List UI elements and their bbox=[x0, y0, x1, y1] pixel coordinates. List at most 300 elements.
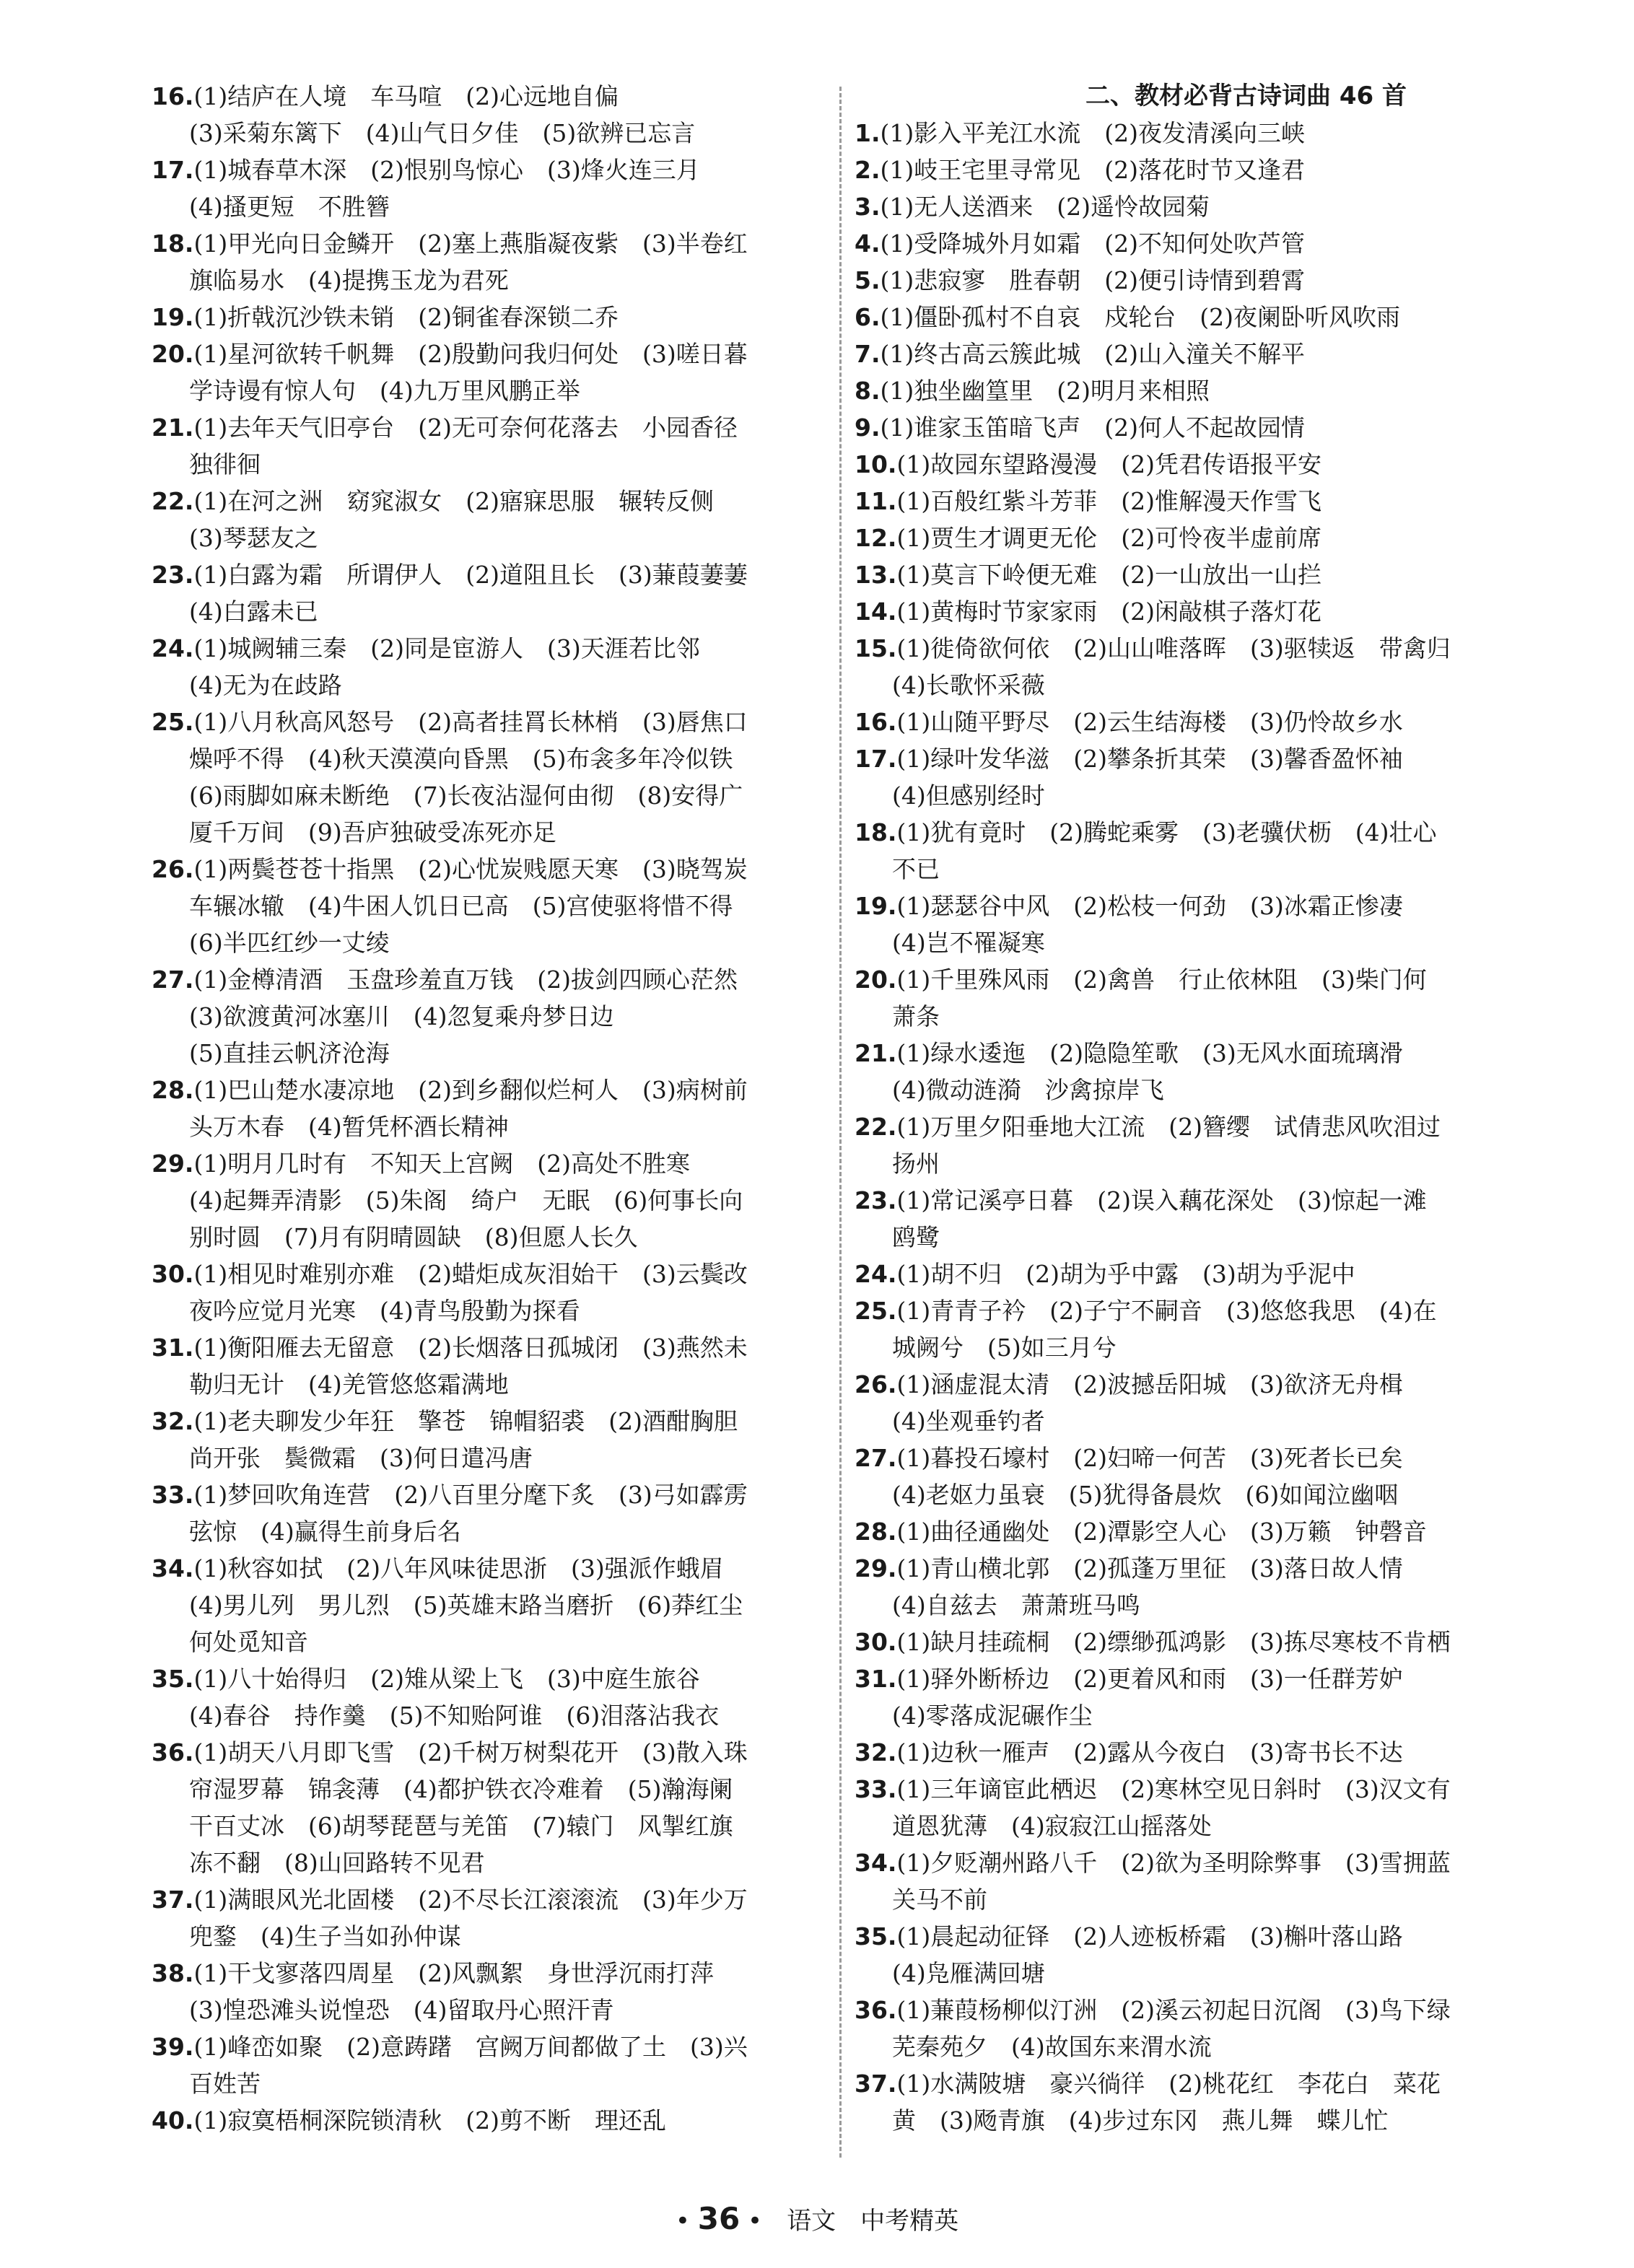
entry-line bbox=[855, 409, 1551, 446]
answer-entry bbox=[152, 152, 841, 225]
answer-entry bbox=[855, 1550, 1551, 1624]
entry-line: 鸥鹭 bbox=[892, 1223, 940, 1251]
page-footer: • 36 • 语文 中考精英 bbox=[675, 2201, 959, 2236]
entry-text: (1)白露为霜 所谓伊人 (2)道阻且长 (3)蒹葭萋萋 bbox=[193, 561, 748, 589]
entry-line: (6)雨脚如麻未断绝 (7)长夜沾湿何由彻 (8)安得广 bbox=[189, 781, 743, 810]
entry-line bbox=[152, 2102, 841, 2139]
entry-number: 35. bbox=[152, 1665, 194, 1693]
answer-entry bbox=[855, 1992, 1551, 2065]
entry-number: 33. bbox=[855, 1775, 897, 1803]
entry-line bbox=[855, 1513, 1551, 1550]
entry-text: (1)缺月挂疏桐 (2)缥缈孤鸿影 (3)拣尽寒枝不肯栖 bbox=[896, 1628, 1451, 1656]
entry-line: 帘湿罗幕 锦衾薄 (4)都护铁衣冷难着 (5)瀚海阑 bbox=[189, 1775, 733, 1803]
entry-line bbox=[855, 1918, 1551, 1955]
answer-entry bbox=[152, 78, 841, 152]
entry-text: (1)八十始得归 (2)雉从梁上飞 (3)中庭生旅谷 bbox=[193, 1665, 700, 1693]
entry-number: 3. bbox=[855, 193, 881, 221]
entry-line: 夜吟应觉月光寒 (4)青鸟殷勤为探看 bbox=[189, 1297, 580, 1325]
entry-number: 26. bbox=[152, 855, 194, 883]
answer-entry bbox=[855, 740, 1551, 814]
entry-number: 29. bbox=[152, 1150, 194, 1178]
left-column bbox=[152, 78, 841, 2139]
right-column bbox=[855, 78, 1551, 2139]
entry-text: (1)终古高云簇此城 (2)山入潼关不解平 bbox=[880, 340, 1305, 368]
answer-entry bbox=[855, 446, 1551, 483]
entry-line: 黄 (3)飏青旗 (4)步过东冈 燕儿舞 蝶儿忙 bbox=[892, 2106, 1389, 2135]
entry-line: 弦惊 (4)赢得生前身后名 bbox=[189, 1518, 461, 1546]
answer-entry bbox=[855, 2065, 1551, 2139]
entry-line bbox=[855, 740, 1551, 777]
entry-line: (4)零落成泥碾作尘 bbox=[892, 1702, 1093, 1730]
answer-entry bbox=[152, 409, 841, 483]
entry-line bbox=[855, 1182, 1551, 1219]
entry-line bbox=[855, 336, 1551, 372]
entry-number: 5. bbox=[855, 266, 881, 294]
answer-entry bbox=[855, 814, 1551, 888]
entry-line bbox=[855, 520, 1551, 556]
entry-line bbox=[152, 704, 841, 740]
entry-line bbox=[855, 1624, 1551, 1660]
entry-text: (1)甲光向日金鳞开 (2)塞上燕脂凝夜紫 (3)半卷红 bbox=[193, 229, 748, 258]
page-number: 36 bbox=[697, 2201, 740, 2236]
entry-line: (4)起舞弄清影 (5)朱阁 绮户 无眠 (6)何事长向 bbox=[189, 1186, 743, 1214]
answer-entry bbox=[152, 1660, 841, 1734]
entry-number: 37. bbox=[855, 2070, 897, 2098]
entry-number: 17. bbox=[855, 745, 897, 773]
entry-line: (4)微动涟漪 沙禽掠岸飞 bbox=[892, 1076, 1164, 1104]
entry-line bbox=[855, 1108, 1551, 1145]
answer-entry bbox=[855, 225, 1551, 262]
entry-text: (1)明月几时有 不知天上宫阙 (2)高处不胜寒 bbox=[193, 1150, 690, 1178]
entry-line: 百姓苦 bbox=[189, 2070, 261, 2098]
answer-entry bbox=[855, 1844, 1551, 1918]
answer-entry bbox=[152, 1550, 841, 1660]
answer-entry bbox=[152, 483, 841, 556]
entry-line bbox=[152, 1476, 841, 1513]
entry-text: (1)常记溪亭日暮 (2)误入藕花深处 (3)惊起一滩 bbox=[896, 1186, 1427, 1214]
entry-number: 21. bbox=[855, 1039, 897, 1067]
entry-line bbox=[855, 556, 1551, 593]
entry-line bbox=[152, 1403, 841, 1440]
entry-number: 11. bbox=[855, 487, 897, 515]
entry-line: (4)搔更短 不胜簪 bbox=[189, 193, 390, 221]
entry-text: (1)梦回吹角连营 (2)八百里分麾下炙 (3)弓如霹雳 bbox=[193, 1481, 748, 1509]
entry-line: 城阙兮 (5)如三月兮 bbox=[892, 1334, 1117, 1362]
entry-line bbox=[855, 1734, 1551, 1771]
entry-text: (1)在河之洲 窈窕淑女 (2)寤寐思服 辗转反侧 bbox=[193, 487, 714, 515]
answer-entry bbox=[855, 1660, 1551, 1734]
entry-number: 16. bbox=[152, 82, 194, 110]
entry-text: (1)千里殊风雨 (2)禽兽 行止依林阻 (3)柴门何 bbox=[896, 966, 1427, 994]
entry-number: 33. bbox=[152, 1481, 194, 1509]
entry-text: (1)城阙辅三秦 (2)同是宦游人 (3)天涯若比邻 bbox=[193, 634, 700, 662]
entry-number: 30. bbox=[855, 1628, 897, 1656]
answer-entry bbox=[855, 704, 1551, 740]
answer-entry bbox=[855, 520, 1551, 556]
answer-entry bbox=[855, 299, 1551, 336]
entry-line: (4)无为在歧路 bbox=[189, 671, 342, 699]
entry-text: (1)干戈寥落四周星 (2)风飘絮 身世浮沉雨打萍 bbox=[193, 1959, 714, 1987]
entry-text: (1)瑟瑟谷中风 (2)松枝一何劲 (3)冰霜正惨凄 bbox=[896, 892, 1403, 920]
entry-text: (1)秋容如拭 (2)八年风味徒思浙 (3)强派作蛾眉 bbox=[193, 1554, 724, 1582]
answer-entry bbox=[152, 1476, 841, 1550]
entry-line bbox=[152, 556, 841, 593]
entry-line: (6)半匹红纱一丈绫 bbox=[189, 929, 390, 957]
entry-text: (1)受降城外月如霜 (2)不知何处吹芦管 bbox=[880, 229, 1305, 258]
entry-text: (1)暮投石壕村 (2)妇啼一何苦 (3)死者长已矣 bbox=[896, 1444, 1403, 1472]
entry-text: (1)满眼风光北固楼 (2)不尽长江滚滚流 (3)年少万 bbox=[193, 1886, 748, 1914]
entry-number: 15. bbox=[855, 634, 897, 662]
entry-number: 40. bbox=[152, 2106, 194, 2135]
footer-subject: 语文 bbox=[787, 2207, 836, 2236]
entry-number: 19. bbox=[855, 892, 897, 920]
entry-text: (1)万里夕阳垂地大江流 (2)簪缨 试倩悲风吹泪过 bbox=[896, 1113, 1441, 1141]
entry-number: 34. bbox=[152, 1554, 194, 1582]
entry-text: (1)结庐在人境 车马喧 (2)心远地自偏 bbox=[193, 82, 619, 110]
entry-text: (1)犹有竟时 (2)腾蛇乘雾 (3)老骥伏枥 (4)壮心 bbox=[896, 818, 1437, 846]
entry-line: (4)自兹去 萧萧班马鸣 bbox=[892, 1591, 1140, 1619]
entry-text: (1)黄梅时节家家雨 (2)闲敲棋子落灯花 bbox=[896, 597, 1321, 626]
entry-number: 28. bbox=[152, 1076, 194, 1104]
entry-text: (1)边秋一雁声 (2)露从今夜白 (3)寄书长不达 bbox=[896, 1738, 1403, 1766]
entry-line: (4)坐观垂钓者 bbox=[892, 1407, 1045, 1435]
entry-line: (4)男儿列 男儿烈 (5)英雄末路当磨折 (6)莽红尘 bbox=[189, 1591, 743, 1619]
entry-line bbox=[855, 2065, 1551, 2102]
column-divider bbox=[839, 87, 842, 2158]
entry-number: 28. bbox=[855, 1518, 897, 1546]
entry-text: (1)去年天气旧亭台 (2)无可奈何花落去 小园香径 bbox=[193, 413, 738, 442]
entry-line bbox=[855, 1366, 1551, 1403]
answer-entry bbox=[152, 2028, 841, 2102]
entry-line: (5)直挂云帆济沧海 bbox=[189, 1039, 390, 1067]
entry-line bbox=[855, 299, 1551, 336]
entry-text: (1)八月秋高风怒号 (2)高者挂罥长林梢 (3)唇焦口 bbox=[193, 708, 748, 736]
entry-text: (1)绿水逶迤 (2)隐隐笙歌 (3)无风水面琉璃滑 bbox=[896, 1039, 1403, 1067]
answer-entry bbox=[855, 1734, 1551, 1771]
entry-line bbox=[855, 593, 1551, 630]
entry-text: (1)寂寞梧桐深院锁清秋 (2)剪不断 理还乱 bbox=[193, 2106, 666, 2135]
footer-book: 中考精英 bbox=[860, 2207, 959, 2236]
answer-entry bbox=[152, 704, 841, 851]
entry-line bbox=[855, 704, 1551, 740]
entry-line: 道恩犹薄 (4)寂寂江山摇落处 bbox=[892, 1812, 1212, 1840]
answer-entry bbox=[855, 556, 1551, 593]
entry-number: 24. bbox=[855, 1260, 897, 1288]
answer-entry bbox=[855, 1182, 1551, 1256]
entry-line: 兜鍪 (4)生子当如孙仲谋 bbox=[189, 1922, 461, 1950]
entry-text: (1)水满陂塘 豪兴徜徉 (2)桃花红 李花白 菜花 bbox=[896, 2070, 1441, 2098]
entry-line bbox=[855, 225, 1551, 262]
answer-entry bbox=[855, 1108, 1551, 1182]
entry-line bbox=[855, 961, 1551, 998]
entry-number: 2. bbox=[855, 156, 881, 184]
entry-line bbox=[152, 1881, 841, 1918]
entry-line bbox=[152, 152, 841, 188]
answer-entry bbox=[855, 372, 1551, 409]
entry-line bbox=[855, 262, 1551, 299]
answer-entry bbox=[855, 262, 1551, 299]
entry-line: 不已 bbox=[892, 855, 940, 883]
answer-entry bbox=[855, 1366, 1551, 1440]
entry-number: 31. bbox=[152, 1334, 194, 1362]
entry-number: 14. bbox=[855, 597, 897, 626]
answer-entry bbox=[855, 1918, 1551, 1992]
entry-line bbox=[152, 409, 841, 446]
entry-number: 36. bbox=[855, 1996, 897, 2024]
entry-text: (1)胡不归 (2)胡为乎中露 (3)胡为乎泥中 bbox=[896, 1260, 1355, 1288]
answer-entry bbox=[152, 556, 841, 630]
entry-line: 萧条 bbox=[892, 1002, 940, 1030]
entry-text: (1)贾生才调更无伦 (2)可怜夜半虚前席 bbox=[896, 524, 1321, 552]
answer-entry bbox=[152, 630, 841, 704]
answer-entry bbox=[855, 1771, 1551, 1844]
entry-line bbox=[855, 888, 1551, 924]
entry-number: 23. bbox=[152, 561, 194, 589]
entry-number: 12. bbox=[855, 524, 897, 552]
entry-line: 学诗谩有惊人句 (4)九万里风鹏正举 bbox=[189, 377, 580, 405]
answer-entry bbox=[855, 409, 1551, 446]
entry-number: 36. bbox=[152, 1738, 194, 1766]
entry-number: 16. bbox=[855, 708, 897, 736]
entry-line bbox=[152, 1329, 841, 1366]
entry-number: 25. bbox=[152, 708, 194, 736]
answer-entry bbox=[855, 483, 1551, 520]
entry-number: 22. bbox=[152, 487, 194, 515]
entry-line bbox=[152, 1734, 841, 1771]
entry-line: 车辗冰辙 (4)牛困人饥日已高 (5)宫使驱将惜不得 bbox=[189, 892, 733, 920]
entry-line: 干百丈冰 (6)胡琴琵琶与羌笛 (7)辕门 风掣红旗 bbox=[189, 1812, 733, 1840]
entry-number: 38. bbox=[152, 1959, 194, 1987]
answer-entry bbox=[152, 2102, 841, 2139]
answer-entry bbox=[855, 888, 1551, 961]
entry-line bbox=[855, 1771, 1551, 1808]
entry-line bbox=[855, 115, 1551, 152]
entry-text: (1)青青子衿 (2)子宁不嗣音 (3)悠悠我思 (4)在 bbox=[896, 1297, 1437, 1325]
entry-text: (1)百般红紫斗芳菲 (2)惟解漫天作雪飞 bbox=[896, 487, 1321, 515]
answer-entry bbox=[855, 961, 1551, 1035]
entry-number: 4. bbox=[855, 229, 881, 258]
entry-line bbox=[152, 1145, 841, 1182]
entry-text: (1)衡阳雁去无留意 (2)长烟落日孤城闭 (3)燕然未 bbox=[193, 1334, 748, 1362]
entry-text: (1)三年谪宦此栖迟 (2)寒林空见日斜时 (3)汉文有 bbox=[896, 1775, 1451, 1803]
entry-line bbox=[855, 1256, 1551, 1292]
entry-line: 关马不前 bbox=[892, 1886, 987, 1914]
entry-line: (4)但感别经时 bbox=[892, 781, 1045, 810]
answer-entry bbox=[855, 1256, 1551, 1292]
entry-number: 7. bbox=[855, 340, 881, 368]
answer-entry bbox=[152, 851, 841, 961]
answer-entry bbox=[152, 1145, 841, 1256]
answer-entry bbox=[152, 961, 841, 1072]
entry-line: 燥呼不得 (4)秋天漠漠向昏黑 (5)布衾多年冷似铁 bbox=[189, 745, 733, 773]
entry-number: 27. bbox=[152, 966, 194, 994]
entry-line bbox=[855, 814, 1551, 851]
entry-number: 13. bbox=[855, 561, 897, 589]
entry-number: 20. bbox=[152, 340, 194, 368]
entry-line: (3)欲渡黄河冰塞川 (4)忽复乘舟梦日边 bbox=[189, 1002, 614, 1030]
entry-line bbox=[152, 299, 841, 336]
entry-number: 27. bbox=[855, 1444, 897, 1472]
entry-line: 芜秦苑夕 (4)故国东来渭水流 bbox=[892, 2033, 1212, 2061]
entry-line bbox=[855, 188, 1551, 225]
answer-entry bbox=[855, 1035, 1551, 1108]
entry-line bbox=[152, 1550, 841, 1587]
entry-number: 26. bbox=[855, 1370, 897, 1398]
entry-line bbox=[152, 225, 841, 262]
entry-text: (1)岐王宅里寻常见 (2)落花时节又逢君 bbox=[880, 156, 1305, 184]
entry-number: 9. bbox=[855, 413, 881, 442]
answer-entry bbox=[855, 1513, 1551, 1550]
answer-entry bbox=[855, 152, 1551, 188]
entry-line bbox=[855, 1844, 1551, 1881]
entry-text: (1)僵卧孤村不自哀 戍轮台 (2)夜阑卧听风吹雨 bbox=[880, 303, 1400, 331]
entry-number: 18. bbox=[152, 229, 194, 258]
entry-text: (1)巴山楚水凄凉地 (2)到乡翻似烂柯人 (3)病树前 bbox=[193, 1076, 748, 1104]
entry-line bbox=[855, 1660, 1551, 1697]
entry-line: 扬州 bbox=[892, 1150, 940, 1178]
entry-text: (1)胡天八月即飞雪 (2)千树万树梨花开 (3)散入珠 bbox=[193, 1738, 748, 1766]
entry-line: 独徘徊 bbox=[189, 450, 261, 478]
entry-line bbox=[855, 1550, 1551, 1587]
entry-text: (1)金樽清酒 玉盘珍羞直万钱 (2)拔剑四顾心茫然 bbox=[193, 966, 738, 994]
entry-line: (4)长歌怀采薇 bbox=[892, 671, 1045, 699]
answer-entry bbox=[152, 336, 841, 409]
entry-line: 冻不翻 (8)山回路转不见君 bbox=[189, 1849, 485, 1877]
entry-line bbox=[152, 78, 841, 115]
entry-number: 1. bbox=[855, 119, 881, 147]
entry-text: (1)无人送酒来 (2)遥怜故园菊 bbox=[880, 193, 1210, 221]
entry-line bbox=[152, 336, 841, 372]
entry-line: (4)凫雁满回塘 bbox=[892, 1959, 1045, 1987]
answer-entry bbox=[152, 299, 841, 336]
entry-line bbox=[855, 630, 1551, 667]
entry-line bbox=[152, 1072, 841, 1108]
entry-text: (1)悲寂寥 胜春朝 (2)便引诗情到碧霄 bbox=[880, 266, 1305, 294]
answer-entry bbox=[152, 1881, 841, 1955]
answer-entry bbox=[152, 1403, 841, 1476]
entry-text: (1)两鬓苍苍十指黑 (2)心忧炭贱愿天寒 (3)晓驾炭 bbox=[193, 855, 748, 883]
entry-line bbox=[152, 1955, 841, 1992]
entry-text: (1)城春草木深 (2)恨别鸟惊心 (3)烽火连三月 bbox=[193, 156, 700, 184]
entry-number: 8. bbox=[855, 377, 881, 405]
entry-number: 32. bbox=[152, 1407, 194, 1435]
entry-line: (3)采菊东篱下 (4)山气日夕佳 (5)欲辨已忘言 bbox=[189, 119, 696, 147]
entry-line: 何处觅知音 bbox=[189, 1628, 308, 1656]
entry-line bbox=[152, 1256, 841, 1292]
entry-line: 勒归无计 (4)羌管悠悠霜满地 bbox=[189, 1370, 509, 1398]
entry-text: (1)晨起动征铎 (2)人迹板桥霜 (3)槲叶落山路 bbox=[896, 1922, 1403, 1950]
entry-line bbox=[855, 1440, 1551, 1476]
entry-line: 别时圆 (7)月有阴晴圆缺 (8)但愿人长久 bbox=[189, 1223, 638, 1251]
answer-entry bbox=[152, 1734, 841, 1881]
entry-line bbox=[152, 630, 841, 667]
entry-line: (4)白露未已 bbox=[189, 597, 318, 626]
answer-entry bbox=[152, 1072, 841, 1145]
entry-text: (1)独坐幽篁里 (2)明月来相照 bbox=[880, 377, 1210, 405]
answer-entry bbox=[855, 1624, 1551, 1660]
answer-entry bbox=[855, 336, 1551, 372]
entry-line bbox=[152, 851, 841, 888]
entry-number: 29. bbox=[855, 1554, 897, 1582]
entry-line bbox=[855, 372, 1551, 409]
answer-entry bbox=[855, 115, 1551, 152]
entry-number: 32. bbox=[855, 1738, 897, 1766]
entry-text: (1)蒹葭杨柳似汀洲 (2)溪云初起日沉阁 (3)鸟下绿 bbox=[896, 1996, 1451, 2024]
entry-line: (4)老妪力虽衰 (5)犹得备晨炊 (6)如闻泣幽咽 bbox=[892, 1481, 1399, 1509]
entry-line: 旗临易水 (4)提携玉龙为君死 bbox=[189, 266, 509, 294]
entry-number: 35. bbox=[855, 1922, 897, 1950]
entry-number: 10. bbox=[855, 450, 897, 478]
entry-text: (1)故园东望路漫漫 (2)凭君传语报平安 bbox=[896, 450, 1321, 478]
entry-number: 30. bbox=[152, 1260, 194, 1288]
entry-text: (1)莫言下岭便无难 (2)一山放出一山拦 bbox=[896, 561, 1321, 589]
entry-line bbox=[855, 1992, 1551, 2028]
entry-text: (1)星河欲转千帆舞 (2)殷勤问我归何处 (3)嗟日暮 bbox=[193, 340, 748, 368]
answer-entry bbox=[152, 1329, 841, 1403]
entry-number: 23. bbox=[855, 1186, 897, 1214]
entry-text: (1)曲径通幽处 (2)潭影空人心 (3)万籁 钟磬音 bbox=[896, 1518, 1427, 1546]
entry-number: 25. bbox=[855, 1297, 897, 1325]
entry-number: 19. bbox=[152, 303, 194, 331]
entry-line bbox=[152, 2028, 841, 2065]
entry-text: (1)夕贬潮州路八千 (2)欲为圣明除弊事 (3)雪拥蓝 bbox=[896, 1849, 1451, 1877]
entry-line bbox=[855, 1292, 1551, 1329]
entry-text: (1)绿叶发华滋 (2)攀条折其荣 (3)馨香盈怀袖 bbox=[896, 745, 1403, 773]
section-title: 二、教材必背古诗词曲 46 首 bbox=[1085, 82, 1407, 110]
entry-line: (4)春谷 持作羹 (5)不知贻阿谁 (6)泪落沾我衣 bbox=[189, 1702, 720, 1730]
entry-text: (1)涵虚混太清 (2)波撼岳阳城 (3)欲济无舟楫 bbox=[896, 1370, 1403, 1398]
entry-text: (1)山随平野尽 (2)云生结海楼 (3)仍怜故乡水 bbox=[896, 708, 1403, 736]
answer-entry bbox=[855, 630, 1551, 704]
entry-text: (1)青山横北郭 (2)孤蓬万里征 (3)落日故人情 bbox=[896, 1554, 1403, 1582]
entry-text: (1)谁家玉笛暗飞声 (2)何人不起故园情 bbox=[880, 413, 1305, 442]
answer-entry bbox=[855, 188, 1551, 225]
entry-text: (1)驿外断桥边 (2)更着风和雨 (3)一任群芳妒 bbox=[896, 1665, 1403, 1693]
entry-text: (1)影入平羌江水流 (2)夜发清溪向三峡 bbox=[880, 119, 1305, 147]
entry-text: (1)相见时难别亦难 (2)蜡炬成灰泪始干 (3)云鬓改 bbox=[193, 1260, 748, 1288]
entry-line bbox=[855, 1035, 1551, 1072]
entry-line: 厦千万间 (9)吾庐独破受冻死亦足 bbox=[189, 818, 556, 846]
entry-line bbox=[855, 446, 1551, 483]
entry-number: 21. bbox=[152, 413, 194, 442]
entry-text: (1)老夫聊发少年狂 擎苍 锦帽貂裘 (2)酒酣胸胆 bbox=[193, 1407, 738, 1435]
entry-line bbox=[152, 961, 841, 998]
entry-line: (4)岂不罹凝寒 bbox=[892, 929, 1045, 957]
entry-line: (3)惶恐滩头说惶恐 (4)留取丹心照汗青 bbox=[189, 1996, 614, 2024]
entry-number: 20. bbox=[855, 966, 897, 994]
entry-number: 24. bbox=[152, 634, 194, 662]
answer-entry bbox=[855, 593, 1551, 630]
entry-line bbox=[855, 483, 1551, 520]
answer-entry bbox=[152, 1955, 841, 2028]
entry-number: 39. bbox=[152, 2033, 194, 2061]
entry-text: (1)徙倚欲何依 (2)山山唯落晖 (3)驱犊返 带禽归 bbox=[896, 634, 1451, 662]
entry-number: 31. bbox=[855, 1665, 897, 1693]
entry-text: (1)峰峦如聚 (2)意踌躇 宫阙万间都做了土 (3)兴 bbox=[193, 2033, 748, 2061]
entry-number: 37. bbox=[152, 1886, 194, 1914]
entry-number: 6. bbox=[855, 303, 881, 331]
answer-entry bbox=[152, 225, 841, 299]
answer-entry bbox=[855, 1292, 1551, 1366]
entry-number: 22. bbox=[855, 1113, 897, 1141]
entry-number: 34. bbox=[855, 1849, 897, 1877]
entry-line: (3)琴瑟友之 bbox=[189, 524, 318, 552]
entry-number: 18. bbox=[855, 818, 897, 846]
entry-line: 尚开张 鬓微霜 (3)何日遣冯唐 bbox=[189, 1444, 533, 1472]
answer-entry bbox=[855, 1440, 1551, 1513]
entry-line bbox=[152, 1660, 841, 1697]
answer-entry bbox=[152, 1256, 841, 1329]
